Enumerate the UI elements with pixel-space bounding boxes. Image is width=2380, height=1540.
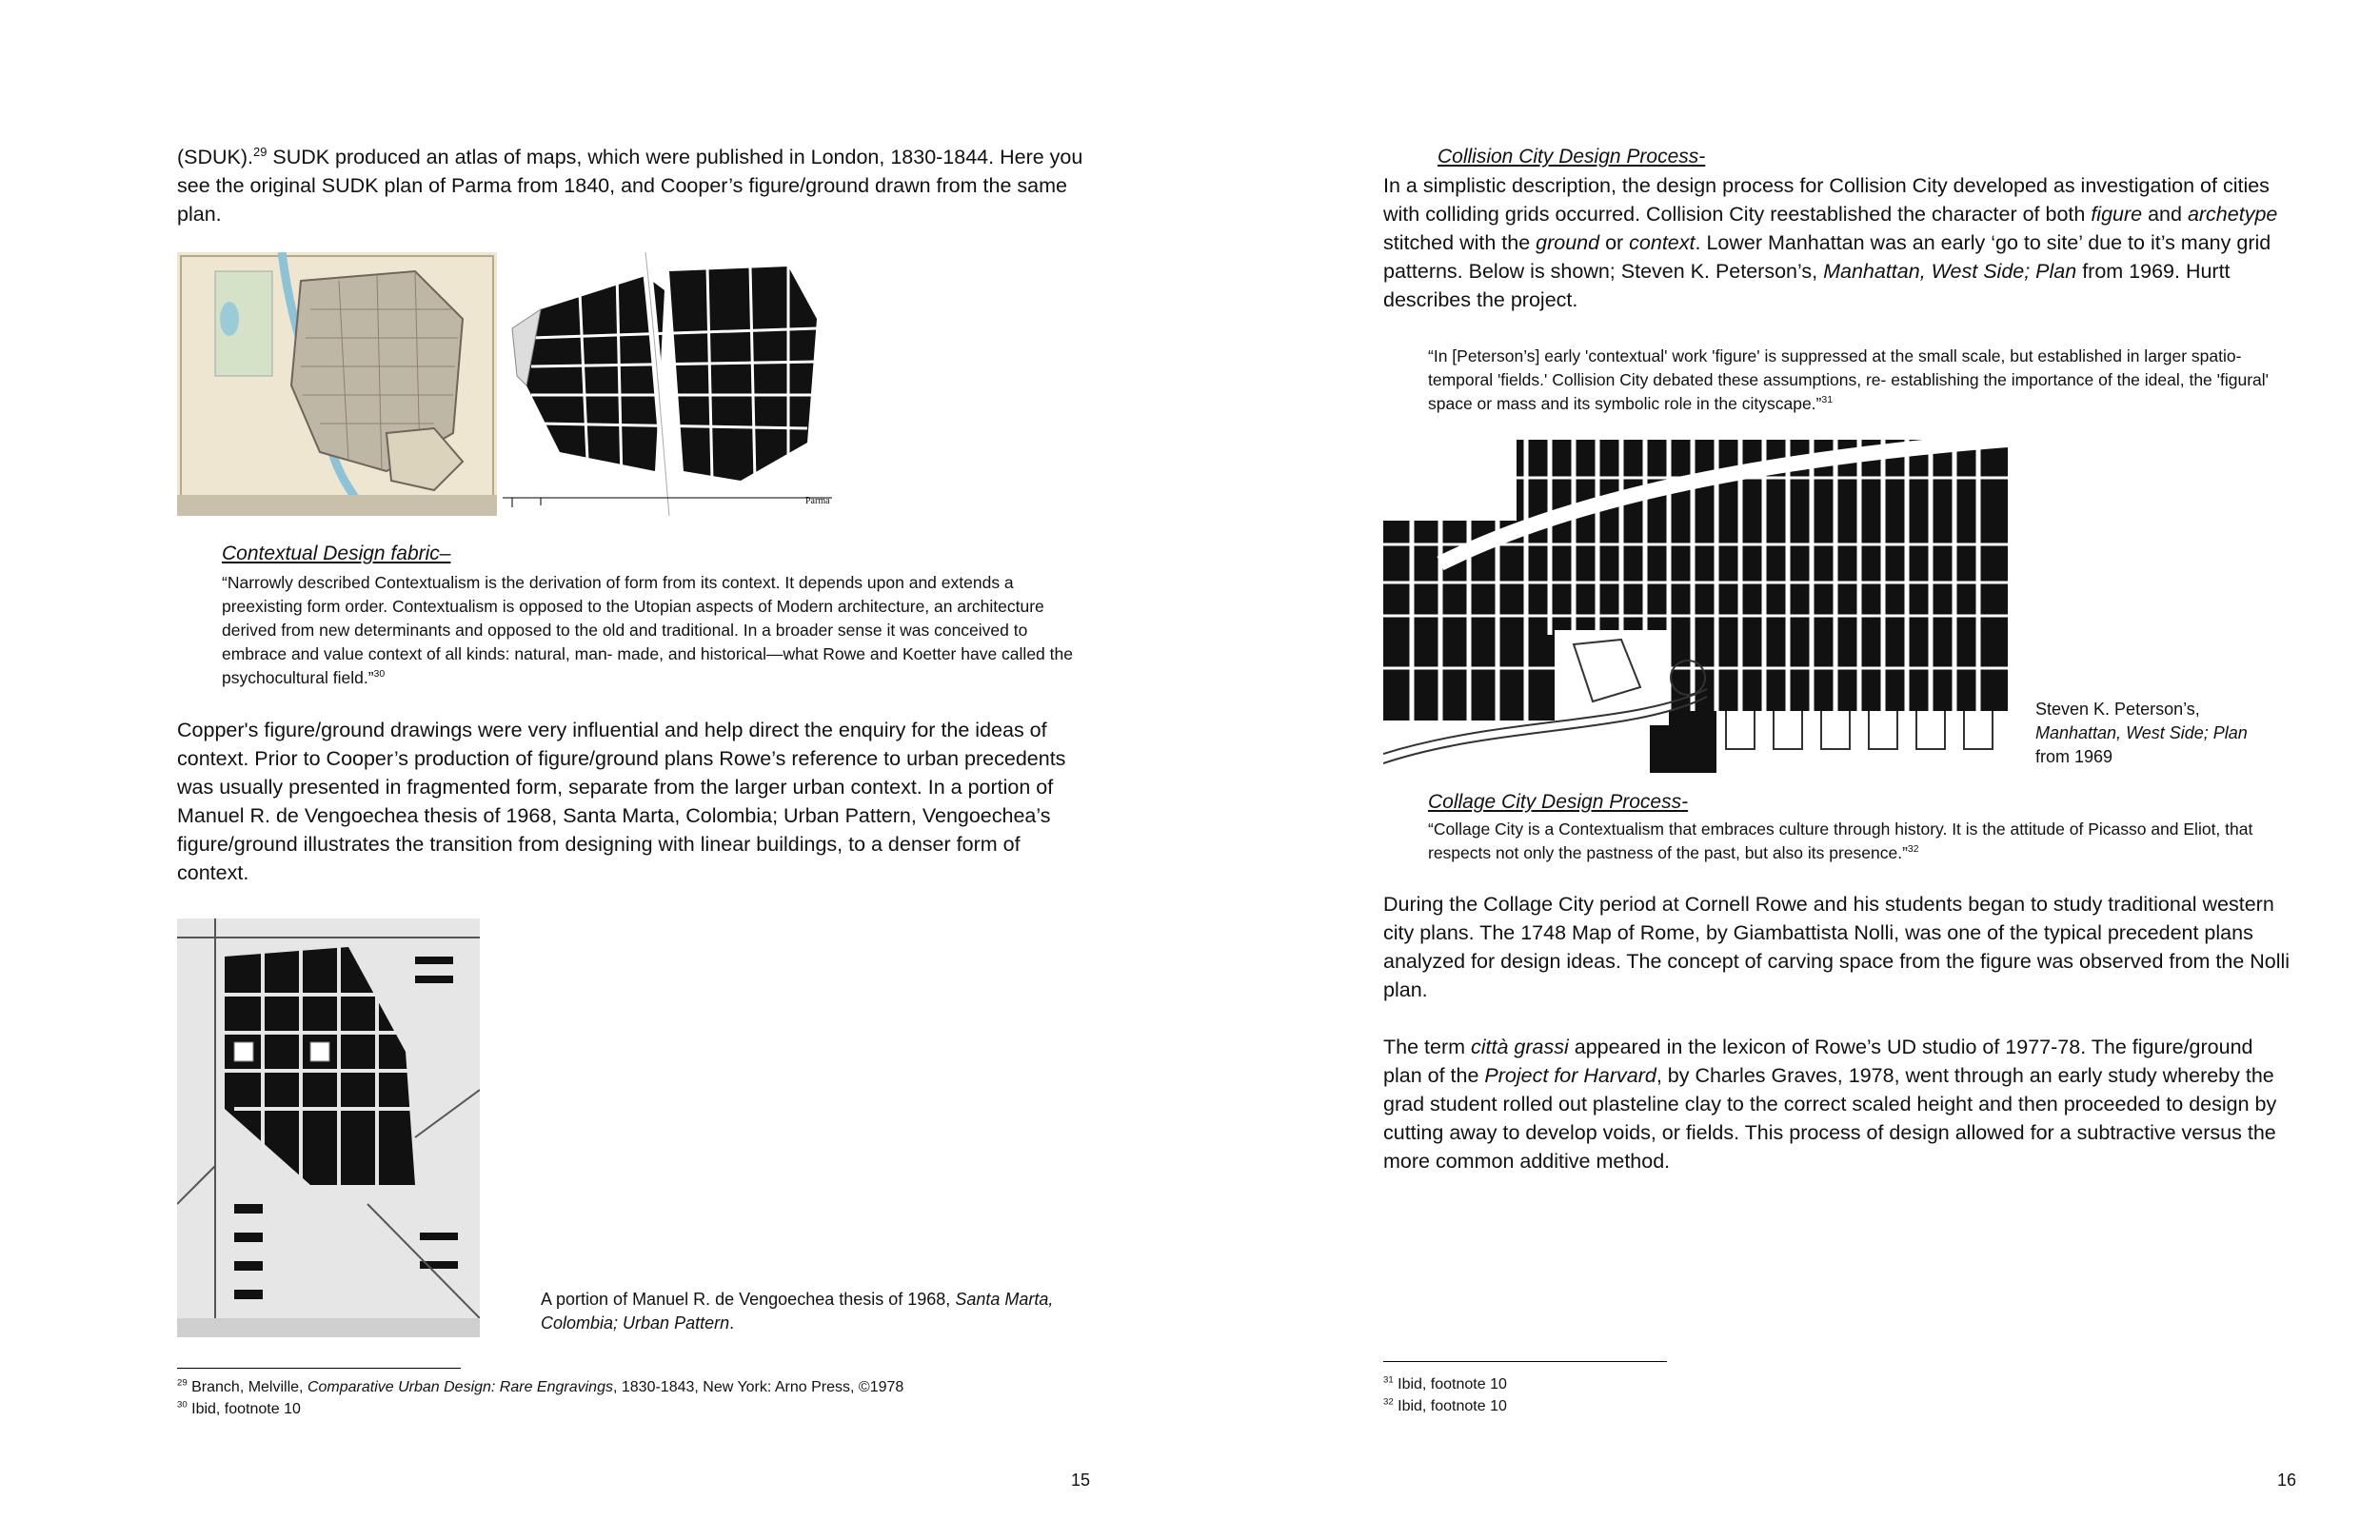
collage-quote: “Collage City is a Contextualism that embraces culture through history. It is the attitude of Picasso and Eliot, that respects not only the pastness of the past, but also its presence.”$^{32}$ (1428, 819, 2253, 862)
hurtt-quote: “In [Peterson’s] early 'contextual' work 'figure' is suppressed at the small scale, but established in larger spatio-temporal 'fields.' Collision City debated these assumptions, re- establishing the importance of the ideal, the 'figural' space or mass and its symbolic role in the cityscape.”$^{31}$ (1428, 346, 2269, 413)
vengoechea-caption: A portion of Manuel R. de Vengoechea thesis of 1968, Santa Marta, Colombia; Urban Pattern. (541, 1290, 1054, 1333)
collision-heading: Collision City Design Process- (1438, 146, 1706, 168)
footnote-divider-right (1383, 1361, 1667, 1362)
peterson-manhattan-plan-image (1383, 440, 2008, 778)
footnote-29: $^{29}$ Branch, Melville, Comparative Urban Design: Rare Engravings, 1830-1843, New York: Arno Press, ©1978 (177, 1377, 904, 1395)
page-number-right: 16 (2277, 1471, 2297, 1490)
intro-paragraph: (SDUK).$^{29}$ SUDK produced an atlas of maps, which were published in London, 1830-1844. Here you see the original SUDK plan of Parma from 1840, and Cooper’s figure/ground drawn from the same plan. (177, 144, 1083, 226)
contextual-quote: “Narrowly described Contextualism is the derivation of form from its context. It depends upon and extends a preexisting form order. Contextualism is opposed to the Utopian aspects of Modern architecture, an architecture derived from new determinants and opposed to the old and traditional. In a broader sense it was conceived to embrace and value context of all kinds: natural, man- made, and historical—what Rowe and Koetter have called the psychocultural field.”$^{30}$ (222, 573, 1073, 687)
rome-paragraph: During the Collage City period at Cornell Rowe and his students began to study traditional western city plans. The 1748 Map of Rome, by Giambattista Nolli, was one of the typical precedent plans analyzed for design ideas. The concept of carving space from the figure was observed from the Nolli plan. (1383, 893, 2291, 1001)
footnote-32: $^{32}$ Ibid, footnote 10 (1383, 1396, 1507, 1414)
collision-paragraph: In a simplistic description, the design process for Collision City developed as investigation of cities with colliding grids occurred. Collision City reestablished the character of both figure and archetype stitched with the ground or context. Lower Manhattan was an early ‘go to site’ due to it’s many grid patterns. Below is shown; Steven K. Peterson’s, Manhattan, West Side; Plan from 1969. Hurtt describes the project. (1383, 174, 2278, 311)
grassi-paragraph: The term città grassi appeared in the lexicon of Rowe’s UD studio of 1977-78. The figure/ground plan of the Project for Harvard, by Charles Graves, 1978, went through an early study whereby the grad student rolled out plasteline clay to the correct scaled height and then proceeded to design by cutting away to develop voids, or fields. This process of design allowed for a subtractive versus the more common additive method. (1383, 1036, 2277, 1173)
page-number-left: 15 (1071, 1471, 1091, 1490)
contextual-heading: Contextual Design fabric– (222, 543, 451, 564)
cooper-paragraph: Copper's figure/ground drawings were very influential and help direct the enquiry for the ideas of context. Prior to Cooper’s production of figure/ground plans Rowe’s reference to urban precedents was usually presented in fragmented form, separate from the larger urban context. In a portion of Manuel R. de Vengoechea thesis of 1968, Santa Marta, Colombia; Urban Pattern, Vengoechea’s figure/ground illustrates the transition from designing with linear buildings, to a denser form of context. (177, 719, 1066, 884)
peterson-caption: Steven K. Peterson’s, Manhattan, West Side; Plan from 1969 (2035, 700, 2248, 766)
collage-heading: Collage City Design Process- (1428, 791, 1689, 813)
footnote-30: $^{30}$ Ibid, footnote 10 (177, 1399, 301, 1417)
parma-figure-ground-image (503, 252, 832, 516)
parma-sduk-map-image (177, 252, 497, 516)
footnote-divider (177, 1368, 461, 1369)
footnote-31: $^{31}$ Ibid, footnote 10 (1383, 1374, 1507, 1392)
parma-label: Parma (805, 496, 830, 506)
vengoechea-figure-ground-image (177, 918, 480, 1337)
